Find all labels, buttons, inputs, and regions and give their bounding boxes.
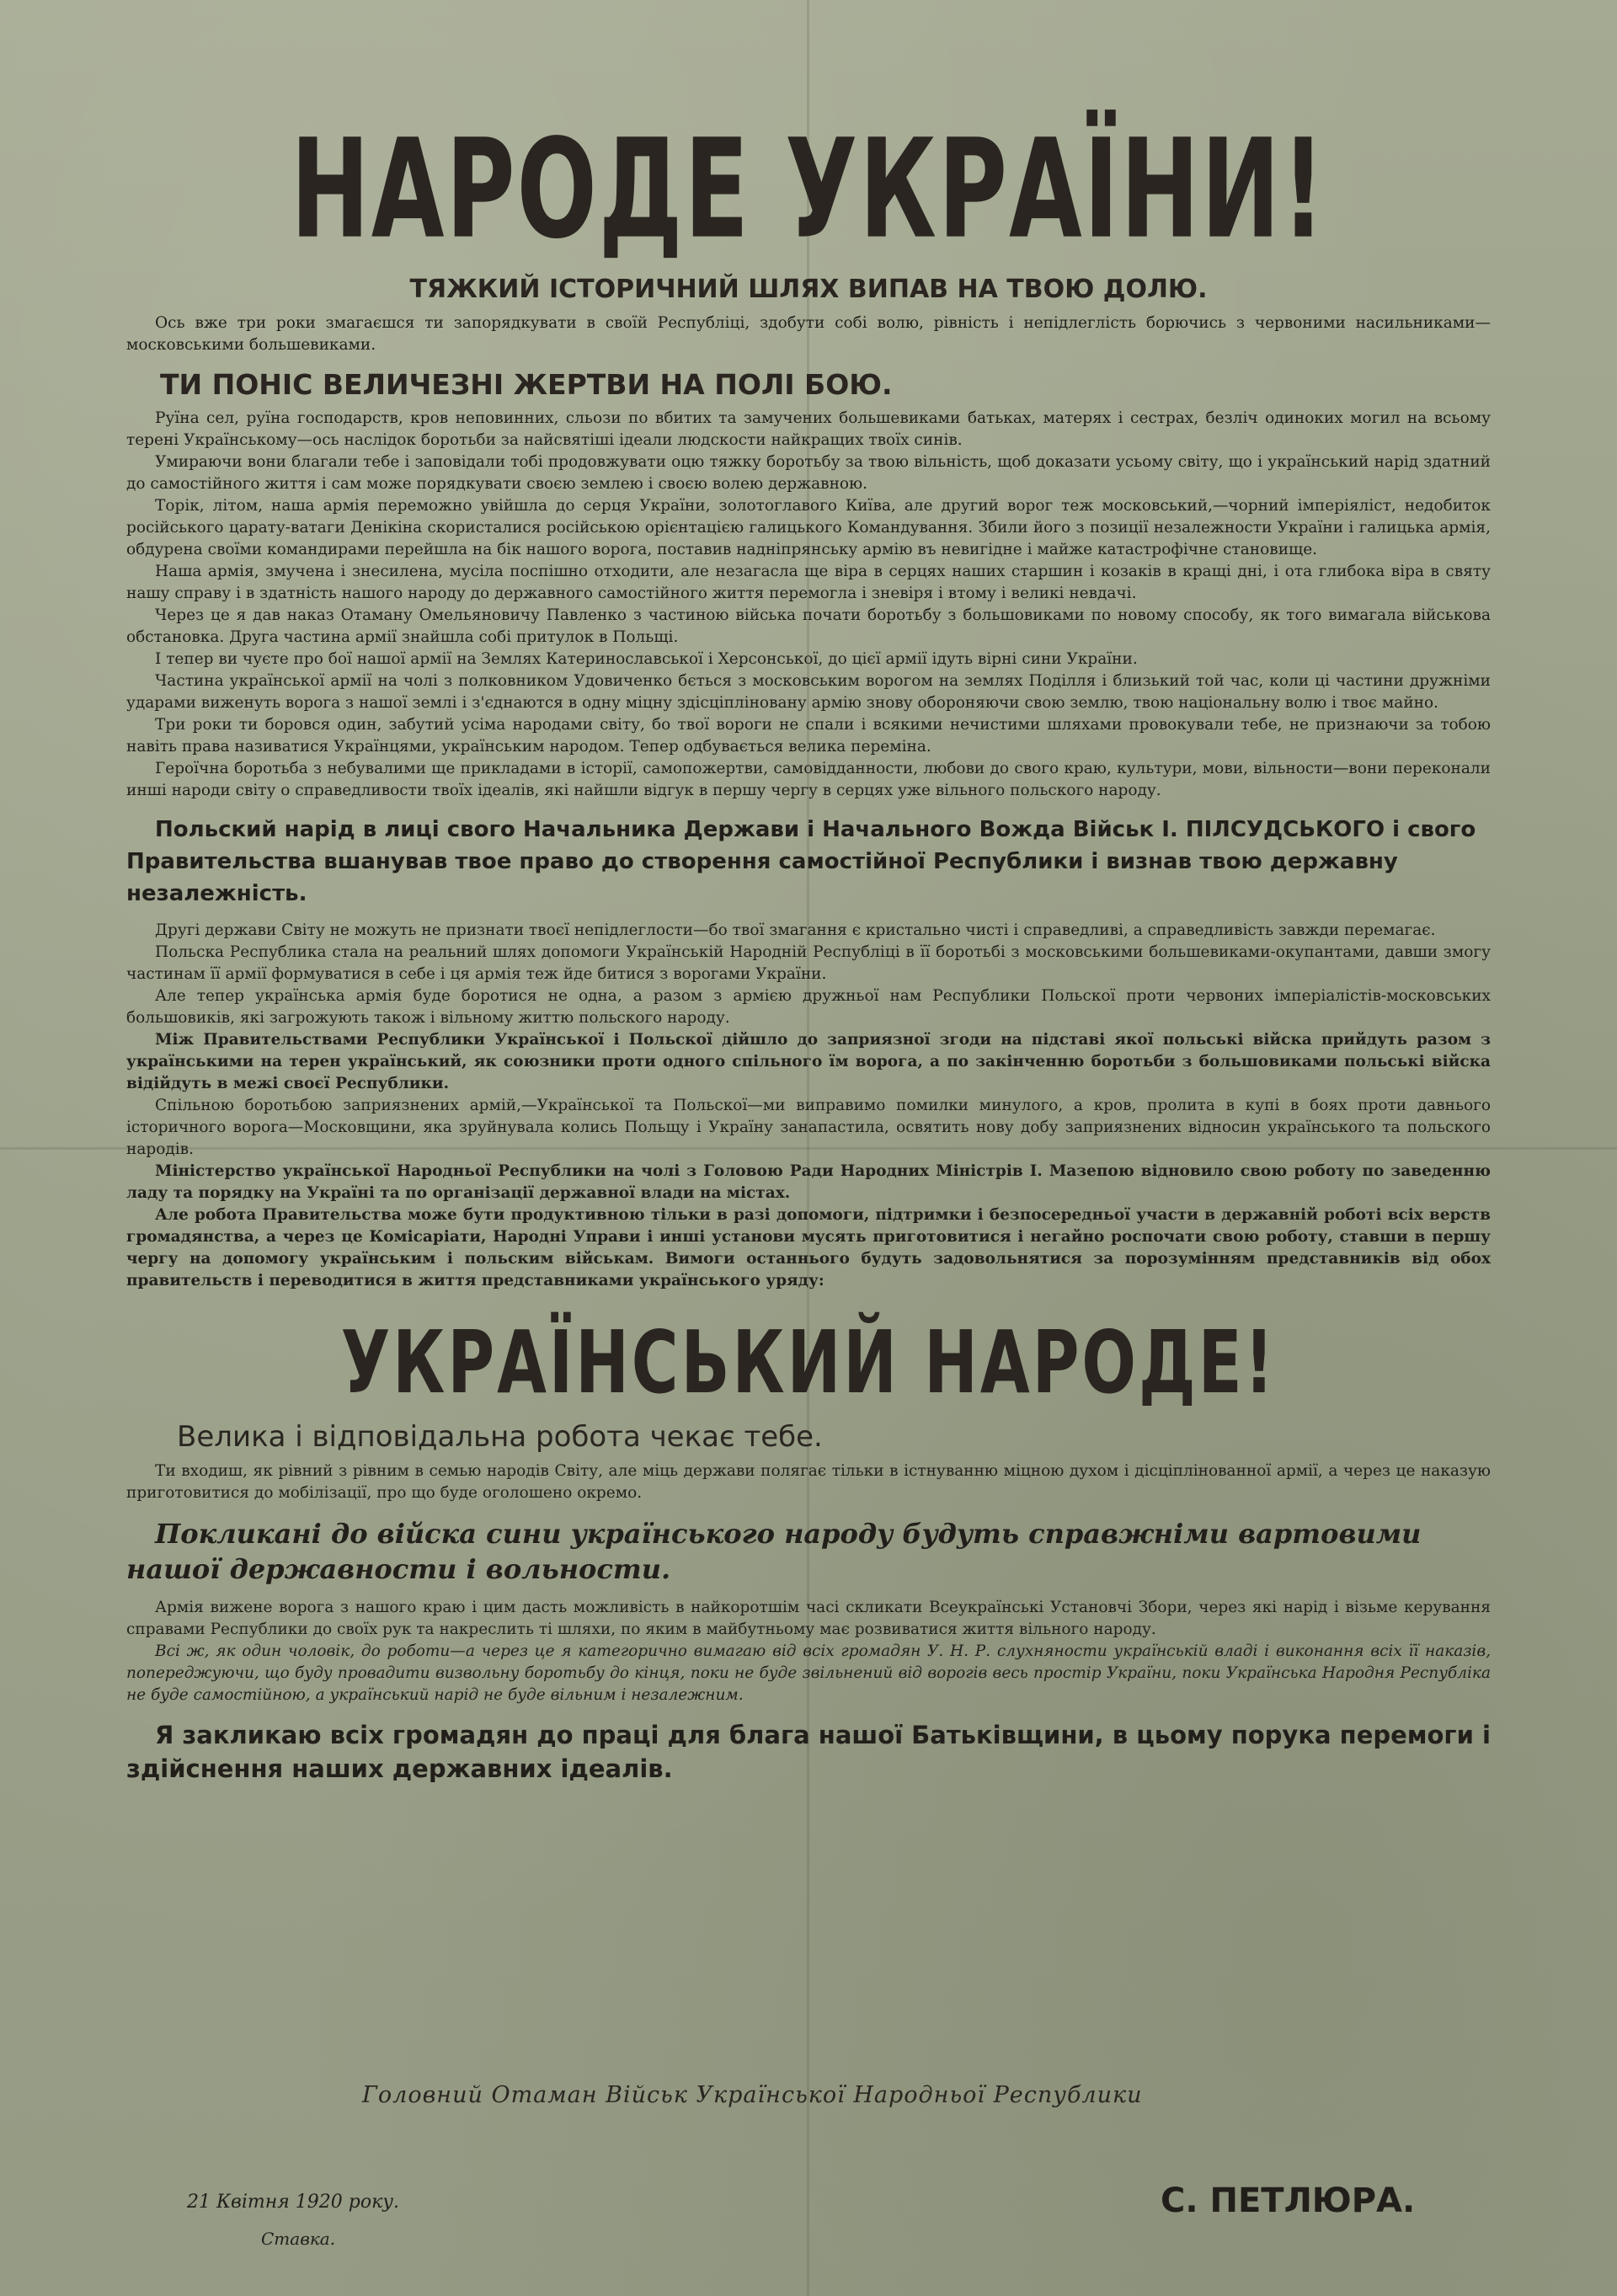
paragraph: Руїна сел, руїна господарств, кров неповинних, сльози по вбитих та замучених большевиками батьках, матерях і сестрах, безліч одиноких могил на всьому терені Українському—ось наслідок боротьби за найсвятіші ідеали людскости найкращих твоїх синів. bbox=[126, 409, 1491, 449]
main-headline: НАРОДЕ УКРАЇНИ! bbox=[291, 110, 1326, 270]
paragraph: Але тепер українська армія буде боротися не одна, а разом з армією дружньої нам Республики Польскої проти червоних імперіалістів-московських большовиків, які загрожують також і вільному життю польского народу. bbox=[126, 987, 1491, 1027]
paragraph: Умираючи вони благали тебе і заповідали тобі продовжувати оцю тяжку боротьбу за твою вільність, щоб доказати усьому світу, що і український нарід здатний до самостійного життя і сам може порядкувати своєю землею і своєю волею державною. bbox=[126, 453, 1491, 493]
date-line: 21 Квітня 1920 року. bbox=[187, 2192, 399, 2213]
closing-appeal: Я закликаю всіх громадян до праці для блага нашої Батьківщини, в цьому порука перемоги і здійснення наших державних ідеалів. bbox=[126, 1721, 1491, 1783]
paragraph: Героїчна боротьба з небувалими ще прикладами в історії, самопожертви, самовідданности, любови до свого краю, культури, мови, вільности—вони переконали инші народи світу о справедливости твоїх ідеалів, які найшли відгук в першу чергу в серцях уже вільного польского народу. bbox=[126, 760, 1491, 799]
subheading-great-work: Велика і відповідальна робота чекає тебе. bbox=[177, 1420, 823, 1454]
paragraph-bold: Між Правительствами Республики Української і Польскої дійшло до заприязної згоди на підставі якої польські війска прийдуть разом з українськими на терен український, як союзники проти одного спільного їм ворога, а по закінченню боротьби з большовиками польські війска відійдуть в межі своєї Республики. bbox=[126, 1031, 1491, 1092]
paragraphs-section-a bbox=[126, 408, 1491, 802]
paragraph-italic-demand: Всі ж, як один чоловік, до роботи—а через це я категорично вимагаю від всіх громадян У. Н. Р. слухняности українській владі і виконання всіх її наказів, попереджуючи, що буду провадити визвольну боротьбу до кінця, поки не буде звільнений від ворогів весь простір України, поки Українська Народня Республіка не буде самостійною, а український нарід не буде вільним і незалежним. bbox=[126, 1642, 1491, 1704]
signer-name: С. ПЕТЛЮРА. bbox=[1161, 2181, 1416, 2220]
place-line: Ставка. bbox=[261, 2229, 336, 2249]
paragraphs-section-b bbox=[126, 920, 1491, 1292]
paragraph: Польска Республика стала на реальний шлях допомоги Українській Народній Республіці в її боротьбі з московськими большевиками-окупантами, давши змогу частинам її армії формуватися в себе і ця армія теж йде битися з ворогами України. bbox=[126, 943, 1491, 983]
paragraph: Через це я дав наказ Отаману Омельяновичу Павленко з частиною війська почати боротьбу з большовиками по новому способу, як того вимагала військова обстановка. Друга частина армії знайшла собі притулок в Польщі. bbox=[126, 606, 1491, 646]
paragraph: Наша армія, змучена і знесилена, мусіла поспішно отходити, але незагасла ще віра в серцях наших старшин і козаків в кращі дні, і ота глибока віра в святу нашу справу і в здатність нашого народу до державного самостійного життя перемогла і зневіря і втому і великі невдачі. bbox=[126, 563, 1491, 602]
paragraph-constituent-assembly: Армія вижене ворога з нашого краю і цим дасть можливість в найкоротшім часі скликати Всеукраїнські Установчі Збори, через які нарід і візьме керування справами Республики до своїх рук та накреслить ті шляхи, по яким в майбутньому має розвиватися життя вільного народу. bbox=[126, 1599, 1491, 1638]
signature-title: Головний Отаман Військ Української Народньої Республики bbox=[362, 2082, 1143, 2108]
script-heading-guardians: Покликані до війска сини українського народу будуть справжніми вартовими нашої державности і вольности. bbox=[126, 1518, 1422, 1585]
subheading-sacrifices: ТИ ПОНІС ВЕЛИЧЕЗНІ ЖЕРТВИ НА ПОЛІ БОЮ. bbox=[160, 368, 893, 401]
paragraph: Частина української армії на чолі з полковником Удовиченко бється з московським ворогом на землях Поділля і близький той час, коли ці частини дружніми ударами виженуть ворога з нашої землі і з'єднаются в одну міцну здісціпліновану армію знову обороняючи свою землю, твою національну волю і твоє майно. bbox=[126, 672, 1491, 712]
paragraph-mobilization: Ти входиш, як рівний з рівним в семью народів Світу, але міць держави полягає тільки в істнуванню міцною духом і дісціплінованної армії, а через це наказую приготовитися до мобілізації, про що буде оголошено окремо. bbox=[126, 1462, 1491, 1502]
paragraph-polish-recognition: Польский нарід в лиці свого Начальника Держави і Начального Вожда Військ І. ПІЛСУДСЬКОГО і свого Правительства вшанував твое право до створення самостійної Республики і визнав твою державну незалежність. bbox=[126, 817, 1476, 906]
paragraph: Спільною боротьбою заприязнених армій,—Української та Польскої—ми виправимо помилки минулого, а кров, пролита в купі в боях проти давнього історичного ворога—Московщини, яка зруйнувала колись Польщу і Україну занапастила, освятить нову добу заприязнених відносин українського та польского народів. bbox=[126, 1097, 1491, 1158]
subheading-historic-path: ТЯЖКИЙ ІСТОРИЧНИЙ ШЛЯХ ВИПАВ НА ТВОЮ ДОЛЮ. bbox=[409, 275, 1208, 304]
poster-body bbox=[126, 110, 1491, 1786]
paragraph-bold: Міністерство української Народньої Республики на чолі з Головою Ради Народних Міністрів І. Мазепою відновило свою роботу по заведенню ладу та порядку на Україні та по організації державної влади на містах. bbox=[126, 1162, 1491, 1202]
paragraph-intro: Ось вже три роки змагаєшся ти запорядкувати в своїй Республіці, здобути собі волю, рівність і непідлеглість борючись з червоними насильниками—московськими большевиками. bbox=[126, 314, 1491, 354]
paragraph: І тепер ви чуєте про бої нашої армії на Землях Катеринославської і Херсонської, до цієї армії ідуть вірні сини України. bbox=[155, 650, 1138, 668]
second-headline: УКРАЇНСЬКИЙ НАРОДЕ! bbox=[340, 1311, 1277, 1413]
paragraph: Три роки ти боровся один, забутий усіма народами світу, бо твої вороги не спали і всякими нечистими шляхами провокували тебе, не признаючи за тобою навіть права називатися Українцями, українським народом. Тепер одбувається велика переміна. bbox=[126, 716, 1491, 756]
paragraph-bold: Але робота Правительства може бути продуктивною тільки в разі допомоги, підтримки і безпосередньої участи в державній роботі всіх верств громадянства, а через це Комісаріати, Народні Управи і инші установи мусять приготовитися і негайно роспочати свою роботу, ставши в першу чергу на допомогу українським і польским військам. Вимоги останнього будуть задовольнятися за порозумінням представників від обох правительств і переводитися в життя представниками українського уряду: bbox=[126, 1206, 1491, 1289]
paragraph: Другі держави Світу не можуть не признати твоєї непідлеглости—бо твої змагання є кристально чисті і справедливі, а справедливість завжди перемагає. bbox=[155, 921, 1436, 939]
paragraph: Торік, літом, наша армія переможно увійшла до серця України, золотоглавого Київа, але другий ворог теж московський,—чорний імперіяліст, недобиток російського царату-ватаги Денікіна скористалися російською орієнтацією галицького Командування. Збили його з позиції незалежности України і галицька армія, обдурена своїми командирами перейшла на бік нашого ворога, поставив надніпрянську армію въ невигідне і майже катастрофічне становище. bbox=[126, 497, 1491, 558]
